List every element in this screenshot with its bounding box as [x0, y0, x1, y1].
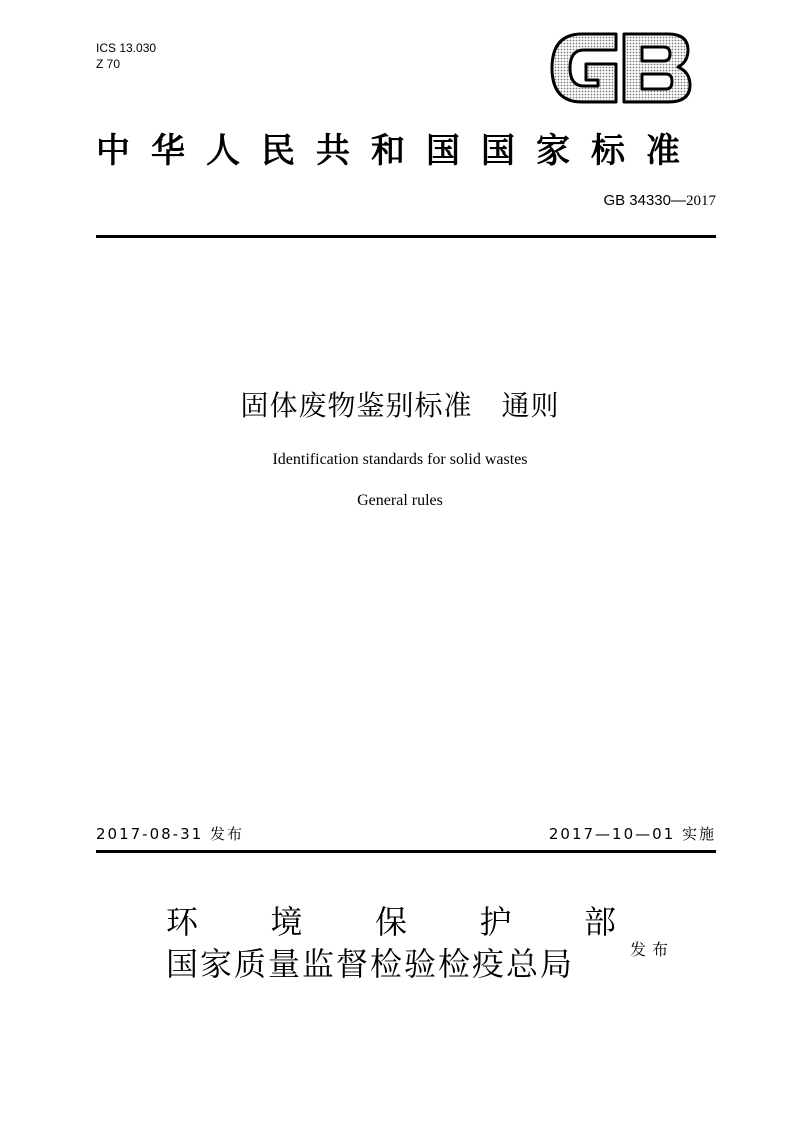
gb-logo-icon	[548, 30, 694, 106]
issuer-ministry-char: 环	[166, 903, 199, 941]
standard-number-prefix: GB 34330—	[603, 192, 686, 209]
standard-number-year: 2017	[686, 193, 716, 209]
issuer-ministry-char: 护	[479, 903, 512, 941]
issuer-ministry	[166, 900, 616, 944]
classification-codes	[96, 40, 156, 72]
issuer-ministry-char: 境	[270, 903, 303, 941]
issuer-ministry-char: 保	[374, 903, 407, 941]
document-title-en-line1: Identification standards for solid wastes	[272, 451, 528, 468]
standard-number	[603, 190, 716, 211]
publish-date: 2017-08-31 发布	[96, 825, 244, 843]
issuer-aqsiq: 国家质量监督检验检疫总局	[166, 945, 575, 983]
national-standard-title: 中华人民共和国国家标准	[96, 131, 701, 171]
effective-date: 2017—10—01 实施	[548, 825, 716, 843]
ics-code: ICS 13.030	[96, 41, 157, 55]
gb-logo-b	[624, 34, 690, 102]
document-title-cn: 固体废物鉴别标准 通则	[240, 389, 560, 422]
issuer-ministry-char: 部	[583, 903, 616, 941]
category-code: Z 70	[96, 57, 121, 71]
gb-logo-g	[552, 34, 616, 102]
issue-suffix: 发布	[630, 940, 675, 959]
footer-divider	[96, 850, 716, 853]
header-divider	[96, 235, 716, 238]
document-title-en-line2: General rules	[357, 492, 443, 509]
